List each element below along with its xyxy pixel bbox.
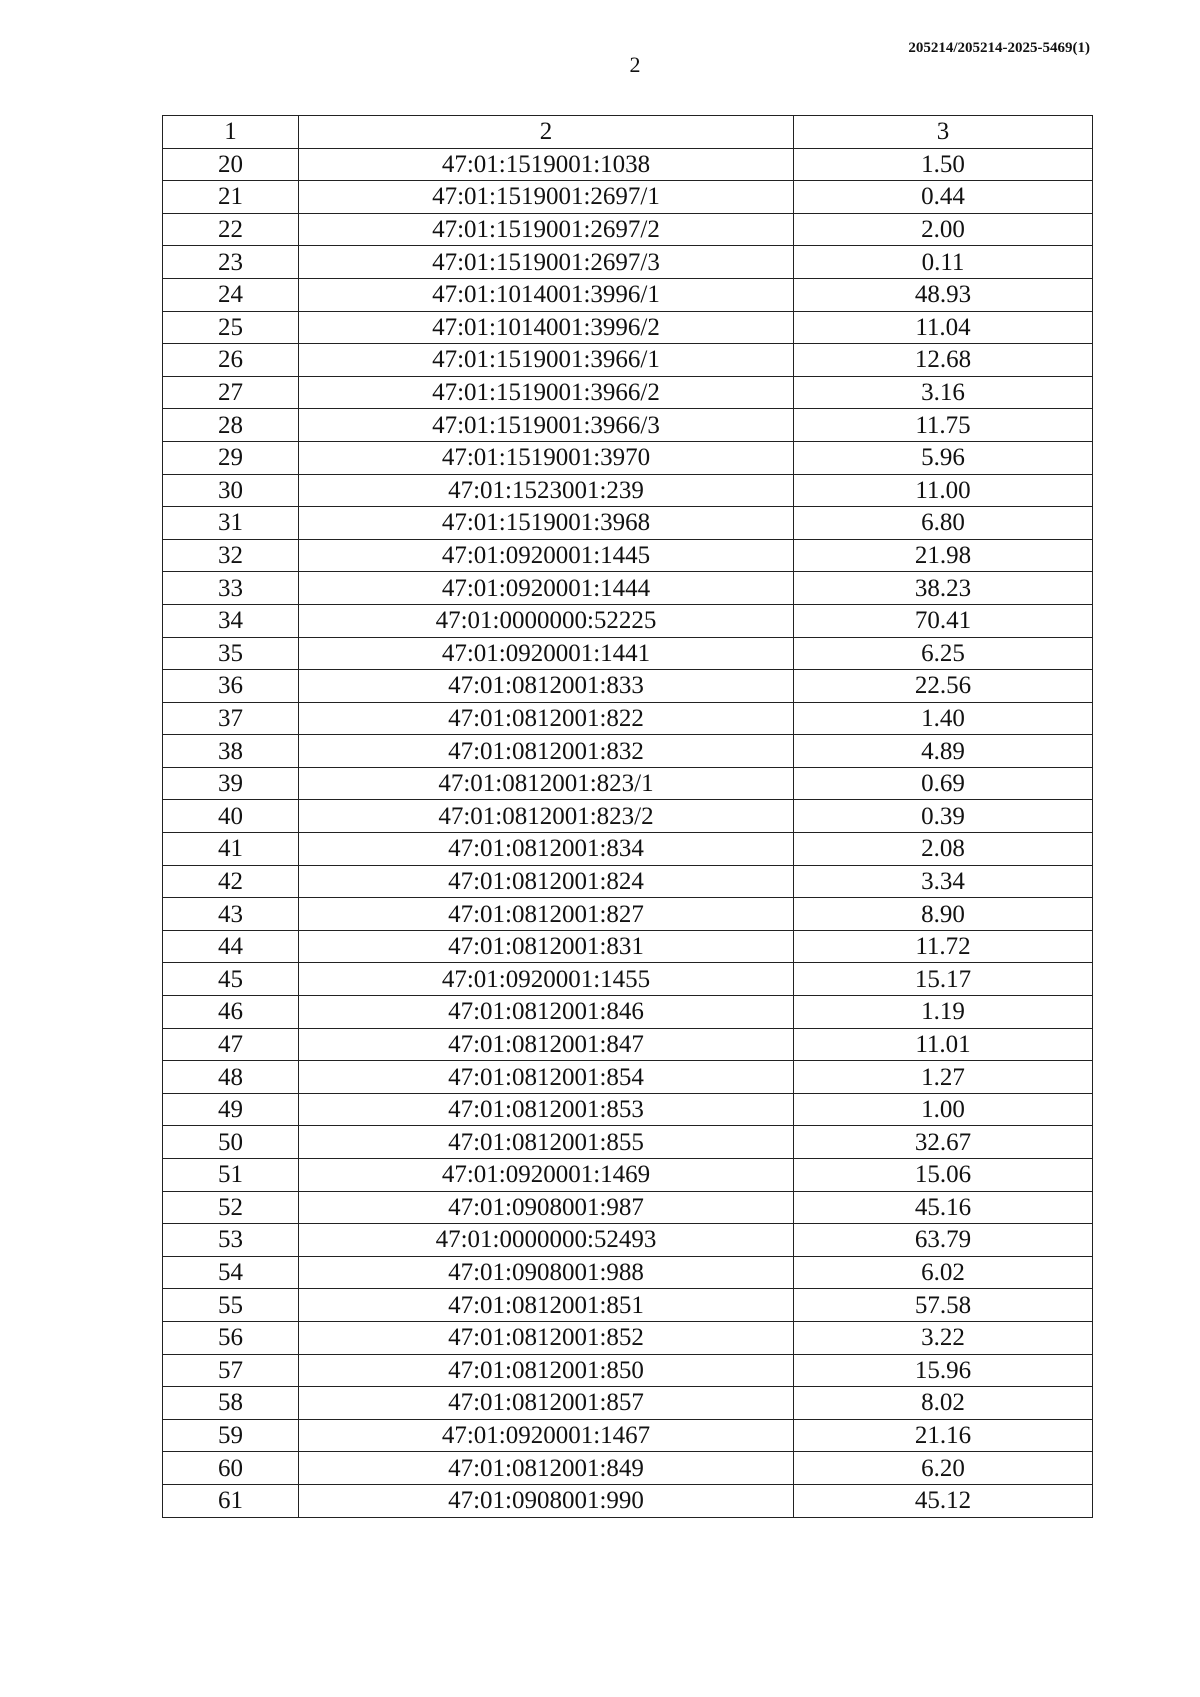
cell-number: 37 [163, 702, 299, 735]
table-row [163, 604, 1093, 637]
cell-area: 12.68 [794, 344, 1093, 377]
cell-number: 47 [163, 1028, 299, 1061]
cell-number: 21 [163, 181, 299, 214]
cell-cadastral-number: 47:01:0812001:824 [299, 865, 794, 898]
cell-number: 43 [163, 898, 299, 931]
cell-area: 0.69 [794, 767, 1093, 800]
cell-number: 23 [163, 246, 299, 279]
table-body [163, 148, 1093, 1517]
cell-area: 6.25 [794, 637, 1093, 670]
cell-area: 15.96 [794, 1354, 1093, 1387]
cell-cadastral-number: 47:01:1519001:3966/3 [299, 409, 794, 442]
table-row [163, 898, 1093, 931]
table-row [163, 800, 1093, 833]
cadastral-table [162, 115, 1093, 1518]
table-row [163, 507, 1093, 540]
cell-cadastral-number: 47:01:0920001:1444 [299, 572, 794, 605]
table-row [163, 474, 1093, 507]
cell-cadastral-number: 47:01:0812001:854 [299, 1061, 794, 1094]
table-row [163, 996, 1093, 1029]
table-row [163, 1191, 1093, 1224]
table-row [163, 376, 1093, 409]
cell-cadastral-number: 47:01:0812001:832 [299, 735, 794, 768]
cell-area: 11.04 [794, 311, 1093, 344]
cell-cadastral-number: 47:01:0000000:52225 [299, 604, 794, 637]
table-row [163, 702, 1093, 735]
cell-number: 42 [163, 865, 299, 898]
table-row [163, 1289, 1093, 1322]
cell-number: 35 [163, 637, 299, 670]
column-header-area: 3 [794, 116, 1093, 149]
cell-area: 63.79 [794, 1224, 1093, 1257]
cell-number: 53 [163, 1224, 299, 1257]
cell-number: 24 [163, 278, 299, 311]
cell-number: 44 [163, 930, 299, 963]
cell-cadastral-number: 47:01:0920001:1441 [299, 637, 794, 670]
cell-number: 56 [163, 1321, 299, 1354]
cell-area: 6.02 [794, 1256, 1093, 1289]
cell-area: 70.41 [794, 604, 1093, 637]
cell-area: 3.34 [794, 865, 1093, 898]
cell-number: 26 [163, 344, 299, 377]
table-header-row [163, 116, 1093, 149]
cell-number: 61 [163, 1484, 299, 1517]
cell-area: 0.44 [794, 181, 1093, 214]
cell-number: 52 [163, 1191, 299, 1224]
cell-number: 55 [163, 1289, 299, 1322]
cell-number: 22 [163, 213, 299, 246]
cell-cadastral-number: 47:01:1519001:1038 [299, 148, 794, 181]
table-row [163, 213, 1093, 246]
cell-number: 57 [163, 1354, 299, 1387]
cell-area: 3.22 [794, 1321, 1093, 1354]
table-row [163, 278, 1093, 311]
cell-number: 36 [163, 670, 299, 703]
table-row [163, 1387, 1093, 1420]
cell-area: 1.27 [794, 1061, 1093, 1094]
cell-area: 1.00 [794, 1093, 1093, 1126]
table-row [163, 1061, 1093, 1094]
cell-number: 32 [163, 539, 299, 572]
cell-area: 8.90 [794, 898, 1093, 931]
cell-cadastral-number: 47:01:0908001:987 [299, 1191, 794, 1224]
page-number: 2 [629, 52, 641, 77]
cell-number: 33 [163, 572, 299, 605]
cell-number: 29 [163, 441, 299, 474]
cell-area: 11.75 [794, 409, 1093, 442]
cell-cadastral-number: 47:01:1519001:3968 [299, 507, 794, 540]
table-row [163, 1093, 1093, 1126]
cell-number: 39 [163, 767, 299, 800]
cell-number: 31 [163, 507, 299, 540]
table-row [163, 1256, 1093, 1289]
cell-cadastral-number: 47:01:0812001:849 [299, 1452, 794, 1485]
cell-number: 50 [163, 1126, 299, 1159]
cell-cadastral-number: 47:01:0920001:1467 [299, 1419, 794, 1452]
table-row [163, 865, 1093, 898]
column-header-number: 1 [163, 116, 299, 149]
table-row [163, 441, 1093, 474]
table-row [163, 539, 1093, 572]
cell-cadastral-number: 47:01:0812001:846 [299, 996, 794, 1029]
cell-area: 0.11 [794, 246, 1093, 279]
cell-area: 6.80 [794, 507, 1093, 540]
cell-cadastral-number: 47:01:0908001:990 [299, 1484, 794, 1517]
cell-cadastral-number: 47:01:1519001:2697/3 [299, 246, 794, 279]
cell-cadastral-number: 47:01:1519001:3970 [299, 441, 794, 474]
cell-area: 1.40 [794, 702, 1093, 735]
cell-cadastral-number: 47:01:0920001:1455 [299, 963, 794, 996]
cell-cadastral-number: 47:01:1014001:3996/2 [299, 311, 794, 344]
cell-cadastral-number: 47:01:0000000:52493 [299, 1224, 794, 1257]
cell-cadastral-number: 47:01:0812001:823/1 [299, 767, 794, 800]
table-row [163, 1028, 1093, 1061]
cell-area: 38.23 [794, 572, 1093, 605]
table-row [163, 1126, 1093, 1159]
cell-number: 20 [163, 148, 299, 181]
cell-cadastral-number: 47:01:0812001:822 [299, 702, 794, 735]
table-row [163, 833, 1093, 866]
cell-area: 5.96 [794, 441, 1093, 474]
cell-cadastral-number: 47:01:0920001:1445 [299, 539, 794, 572]
cell-number: 38 [163, 735, 299, 768]
cell-number: 58 [163, 1387, 299, 1420]
table-row [163, 148, 1093, 181]
cell-area: 21.98 [794, 539, 1093, 572]
cell-cadastral-number: 47:01:1523001:239 [299, 474, 794, 507]
cell-area: 21.16 [794, 1419, 1093, 1452]
cell-cadastral-number: 47:01:0812001:831 [299, 930, 794, 963]
document-code: 205214/205214-2025-5469(1) [908, 40, 1090, 56]
column-header-cadastral: 2 [299, 116, 794, 149]
cell-cadastral-number: 47:01:0812001:851 [299, 1289, 794, 1322]
table-row [163, 246, 1093, 279]
cell-cadastral-number: 47:01:0812001:847 [299, 1028, 794, 1061]
table-row [163, 735, 1093, 768]
table-row [163, 181, 1093, 214]
cell-area: 4.89 [794, 735, 1093, 768]
cell-area: 3.16 [794, 376, 1093, 409]
table-row [163, 637, 1093, 670]
cell-number: 28 [163, 409, 299, 442]
cell-number: 41 [163, 833, 299, 866]
cell-area: 45.16 [794, 1191, 1093, 1224]
cell-area: 1.19 [794, 996, 1093, 1029]
cell-cadastral-number: 47:01:0812001:827 [299, 898, 794, 931]
table-row [163, 963, 1093, 996]
cell-cadastral-number: 47:01:0812001:834 [299, 833, 794, 866]
cell-cadastral-number: 47:01:0812001:823/2 [299, 800, 794, 833]
cell-cadastral-number: 47:01:1519001:2697/1 [299, 181, 794, 214]
cell-number: 59 [163, 1419, 299, 1452]
cell-area: 48.93 [794, 278, 1093, 311]
table-row [163, 572, 1093, 605]
table-row [163, 344, 1093, 377]
cell-number: 49 [163, 1093, 299, 1126]
cell-number: 51 [163, 1159, 299, 1192]
cell-cadastral-number: 47:01:0908001:988 [299, 1256, 794, 1289]
cell-cadastral-number: 47:01:0812001:850 [299, 1354, 794, 1387]
table-row [163, 767, 1093, 800]
cell-number: 34 [163, 604, 299, 637]
cell-area: 11.72 [794, 930, 1093, 963]
cell-area: 2.00 [794, 213, 1093, 246]
cell-area: 57.58 [794, 1289, 1093, 1322]
cell-number: 54 [163, 1256, 299, 1289]
cell-number: 30 [163, 474, 299, 507]
cell-area: 22.56 [794, 670, 1093, 703]
cell-cadastral-number: 47:01:1519001:3966/2 [299, 376, 794, 409]
table-row [163, 311, 1093, 344]
cell-area: 15.06 [794, 1159, 1093, 1192]
table-row [163, 1224, 1093, 1257]
table-row [163, 930, 1093, 963]
cell-area: 15.17 [794, 963, 1093, 996]
cell-cadastral-number: 47:01:1519001:3966/1 [299, 344, 794, 377]
cell-area: 2.08 [794, 833, 1093, 866]
cell-area: 8.02 [794, 1387, 1093, 1420]
cell-cadastral-number: 47:01:0812001:855 [299, 1126, 794, 1159]
cell-number: 60 [163, 1452, 299, 1485]
table-row [163, 1321, 1093, 1354]
cell-area: 11.00 [794, 474, 1093, 507]
cell-number: 27 [163, 376, 299, 409]
table-row [163, 1452, 1093, 1485]
table-row [163, 670, 1093, 703]
cell-cadastral-number: 47:01:0812001:833 [299, 670, 794, 703]
cell-cadastral-number: 47:01:1519001:2697/2 [299, 213, 794, 246]
cell-area: 6.20 [794, 1452, 1093, 1485]
cell-area: 1.50 [794, 148, 1093, 181]
cell-area: 45.12 [794, 1484, 1093, 1517]
cell-cadastral-number: 47:01:0812001:852 [299, 1321, 794, 1354]
cell-number: 45 [163, 963, 299, 996]
cell-number: 40 [163, 800, 299, 833]
cell-number: 48 [163, 1061, 299, 1094]
table-row [163, 1354, 1093, 1387]
cell-area: 32.67 [794, 1126, 1093, 1159]
cell-area: 11.01 [794, 1028, 1093, 1061]
cell-area: 0.39 [794, 800, 1093, 833]
table-row [163, 1159, 1093, 1192]
cell-number: 46 [163, 996, 299, 1029]
cell-number: 25 [163, 311, 299, 344]
table-row [163, 1419, 1093, 1452]
cell-cadastral-number: 47:01:0812001:853 [299, 1093, 794, 1126]
cell-cadastral-number: 47:01:0812001:857 [299, 1387, 794, 1420]
cell-cadastral-number: 47:01:0920001:1469 [299, 1159, 794, 1192]
table-row [163, 1484, 1093, 1517]
cell-cadastral-number: 47:01:1014001:3996/1 [299, 278, 794, 311]
table-row [163, 409, 1093, 442]
